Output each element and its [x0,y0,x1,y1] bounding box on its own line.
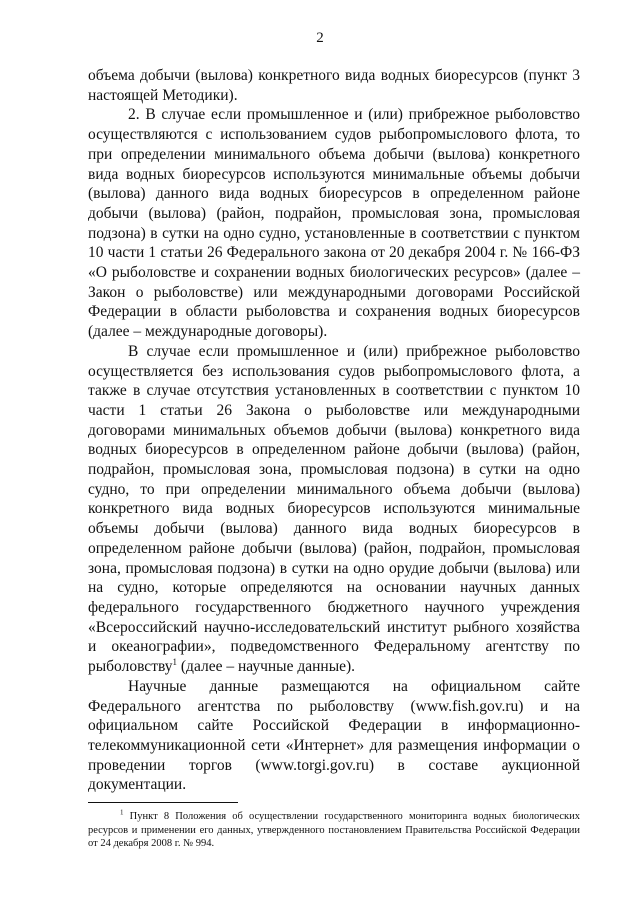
footnote-marker: 1 [120,808,124,817]
paragraph-4: Научные данные размещаются на официальном сайте Федерального агентства по рыболовству (www.fish.gov.ru) и на официальном сайте Российской Федерации в информационно-телекоммуникационной сети «Интернет» для размещения информации о проведении торгов (www.torgi.gov.ru) в составе аукционной документации. [88,677,580,794]
page-number: 2 [316,30,324,46]
document-body [88,66,580,795]
footnote [88,810,580,851]
paragraph-3-tail: (далее – научные данные). [177,658,356,676]
paragraph-continuation: объема добычи (вылова) конкретного вида водных биоресурсов (пункт 3 настоящей Методики). [88,67,580,104]
paragraph-2: 2. В случае если промышленное и (или) прибрежное рыболовство осуществляются с использованием судов рыбопромыслового флота, то при определении минимального объема добычи (вылова) конкретного вида водных биоресурсов используются минимальные объемы добычи (вылова) данного вида водных биоресурсов в определенном районе добычи (вылова) (район, подрайон, промысловая зона, промысловая подзона) в сутки на одно судно, установленные в соответствии с пунктом 10 части 1 статьи 26 Федерального закона от 20 декабря 2004 г. № 166-ФЗ «О рыболовстве и сохранении водных биологических ресурсов» (далее – Закон о рыболовстве) или международными договорами Российской Федерации в области рыболовства и сохранения водных биоресурсов (далее – международные договоры). [88,106,580,341]
footnote-divider [88,802,238,803]
footnote-text: Пункт 8 Положения об осуществлении государственного мониторинга водных биологических ресурсов и применении его данных, утвержденного постановлением Правительства Российской Федерации от 24 декабря 2008 г. № 994. [88,811,580,849]
paragraph-3 [88,342,580,677]
footnote-reference: 1 [172,656,178,667]
paragraph-3-text: В случае если промышленное и (или) прибрежное рыболовство осуществляется без использования судов рыбопромыслового флота, а также в случае отсутствия установленных в соответствии с пунктом 10 части 1 статьи 26 Закона о рыболовстве или международными договорами минимальных объемов добычи (вылова) конкретного вида водных биоресурсов в определенном районе добычи (вылова) (район, подрайон, промысловая зона, промысловая подзона) в сутки на одно судно, то при определении минимального объема добычи (вылова) конкретного вида водных биоресурсов используются минимальные объемы добычи (вылова) данного вида водных биоресурсов в определенном районе добычи (вылова) (район, подрайон, промысловая зона, промысловая подзона) в сутки на одно орудие добычи (вылова) или на судно, которые определяются на основании научных данных федерального государственного бюджетного научного учреждения «Всероссийский научно-исследовательский институт рыбного хозяйства и океанографии», подведомственного Федеральному агентству по рыболовству [88,342,580,676]
